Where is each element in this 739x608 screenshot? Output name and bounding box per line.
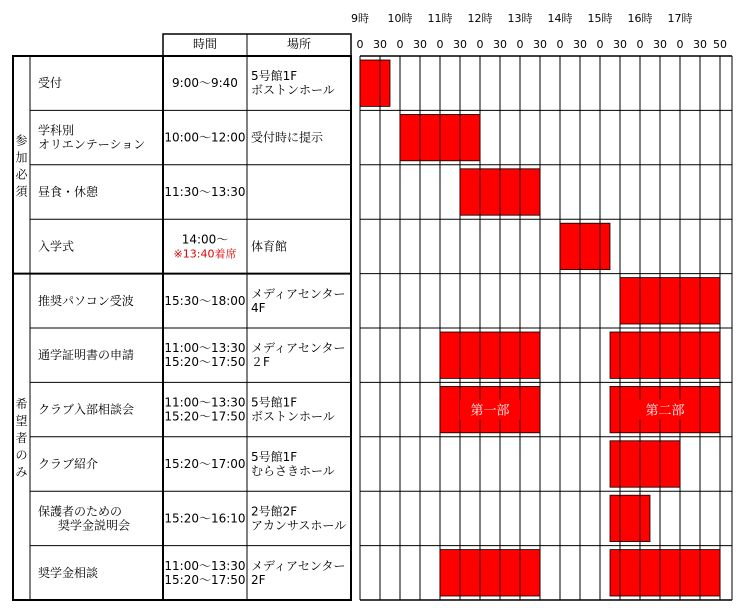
minute-label: 0 (516, 38, 524, 51)
minute-label: 0 (556, 38, 564, 51)
row-name: クラブ入部相談会 (38, 402, 135, 417)
row-name: クラブ紹介 (38, 457, 99, 471)
row-time: 15:20〜16:10 (164, 511, 246, 526)
row-time: 11:00〜13:30 (164, 558, 246, 573)
row-time: 15:20〜17:00 (164, 457, 246, 471)
minute-label: 0 (476, 38, 484, 51)
row-name: 通学証明書の申請 (38, 348, 135, 363)
row-time: 11:30〜13:30 (164, 185, 246, 199)
schedule-bar (440, 332, 540, 378)
hour-label: 10時 (387, 12, 413, 25)
group-label-char: 加 (15, 150, 28, 165)
row-place: 2F (251, 572, 266, 587)
row-place: 5号館1F (251, 450, 298, 464)
row-name: 学科別 (38, 123, 75, 138)
group-label-char: 参 (15, 133, 28, 148)
row-time: 15:20〜17:50 (164, 409, 246, 424)
header-place: 場所 (286, 37, 312, 51)
row-place: ボストンホール (251, 409, 335, 424)
row-time: 15:30〜18:00 (164, 293, 246, 308)
minute-label: 0 (356, 38, 364, 51)
row-place: 受付時に提示 (251, 130, 324, 145)
timeline-axis (351, 11, 727, 51)
schedule-bar (610, 441, 680, 487)
row-place: メディアセンター (251, 341, 346, 356)
hour-label: 11時 (427, 12, 453, 25)
row-place: ２F (251, 355, 270, 370)
hour-label: 14時 (547, 12, 573, 25)
schedule-table (13, 34, 351, 600)
row-time: 15:20〜17:50 (164, 572, 246, 587)
row-place: メディアセンター (251, 286, 346, 301)
minute-label: 0 (436, 38, 444, 51)
row-name: 奨学金相談 (38, 565, 99, 580)
schedule-bar (560, 223, 610, 269)
row-name: 入学式 (38, 239, 75, 254)
header-time: 時間 (192, 37, 218, 51)
schedule-bar (610, 332, 720, 378)
minute-label: 30 (373, 38, 387, 51)
header-box (163, 34, 351, 56)
row-name: オリエンテーション (38, 137, 146, 152)
minute-label: 30 (653, 38, 667, 51)
row-place: アカンサスホール (251, 518, 347, 533)
bar-label: 第一部 (470, 403, 510, 419)
group-label-char: 希 (15, 396, 28, 411)
row-place: 5号館1F (251, 69, 298, 84)
row-place: 5号館1F (251, 395, 298, 410)
minute-label: 30 (493, 38, 507, 51)
row-place: 2号館2F (251, 504, 298, 519)
hour-label: 13時 (507, 12, 533, 25)
row-time: 15:20〜17:50 (164, 355, 246, 370)
schedule-bar (620, 278, 720, 324)
schedule-bar (440, 550, 540, 596)
row-time-note: ※13:40着席 (173, 247, 237, 261)
minute-label: 0 (636, 38, 644, 51)
hour-label: 16時 (627, 12, 653, 25)
schedule-bar (360, 60, 390, 106)
hour-label: 15時 (587, 12, 613, 25)
minute-label: 30 (613, 38, 627, 51)
row-name: 受付 (38, 76, 63, 91)
minute-label: 50 (713, 38, 727, 51)
row-time: 11:00〜13:30 (164, 395, 246, 410)
minute-label: 0 (396, 38, 404, 51)
hour-label: 12時 (467, 12, 493, 25)
row-place: 体育館 (251, 239, 288, 254)
minute-label: 30 (413, 38, 427, 51)
row-name: 昼食・休憩 (38, 185, 99, 199)
hour-label: 9時 (351, 12, 369, 25)
row-name: 奨学金説明会 (58, 518, 131, 533)
row-time: 14:00〜 (181, 232, 229, 247)
hour-label: 17時 (667, 12, 693, 25)
schedule-bar (610, 550, 720, 596)
row-time: 9:00〜9:40 (172, 76, 238, 91)
minute-label: 30 (573, 38, 587, 51)
row-time: 10:00〜12:00 (164, 130, 246, 145)
group-label-char: の (15, 447, 28, 462)
minute-label: 30 (453, 38, 467, 51)
bar-label: 第二部 (645, 403, 685, 419)
group-label-char: 必 (15, 167, 28, 182)
group-label-char: 者 (15, 430, 28, 445)
group-label-char: 望 (15, 413, 28, 428)
minute-label: 30 (693, 38, 707, 51)
row-place: メディアセンター (251, 558, 346, 573)
schedule-bar (610, 495, 650, 541)
row-place: むらさきホール (251, 464, 335, 478)
row-time: 11:00〜13:30 (164, 341, 246, 356)
group-label-char: 須 (15, 184, 28, 199)
row-name: 推奨パソコン受波 (38, 293, 134, 308)
minute-label: 0 (596, 38, 604, 51)
minute-label: 30 (533, 38, 547, 51)
row-place: ボストンホール (251, 83, 335, 98)
row-name: 保護者のための (38, 504, 123, 519)
minute-label: 0 (676, 38, 684, 51)
row-place: 4F (251, 300, 266, 315)
group-label-char: み (15, 464, 28, 479)
